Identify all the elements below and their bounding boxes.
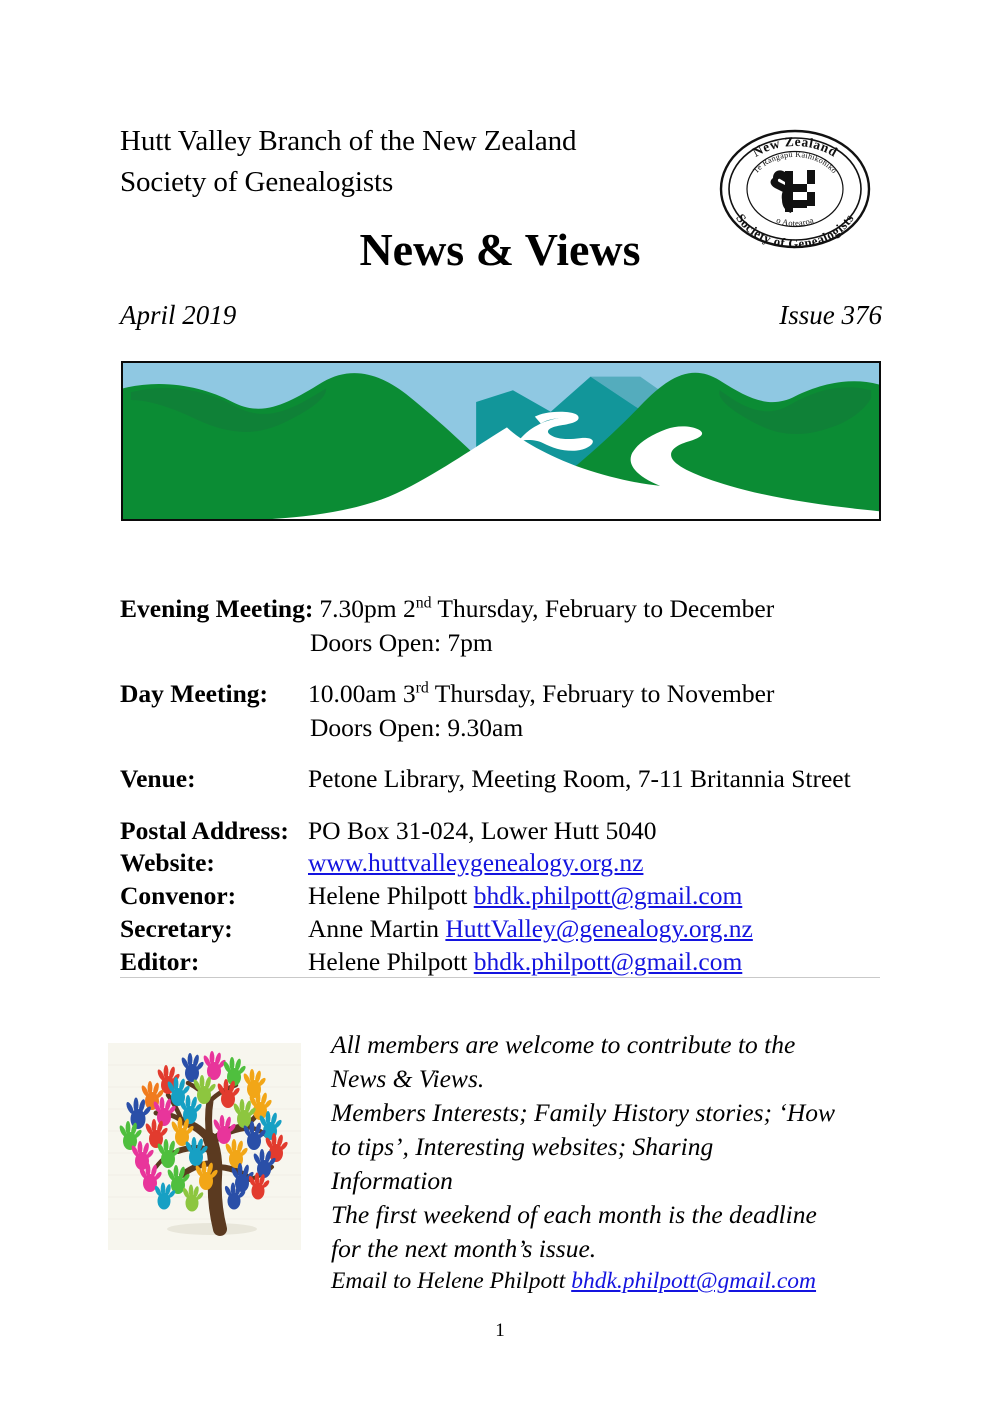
hand-print-tree-image — [108, 1043, 301, 1250]
evening-meeting-schedule: Thursday, February to December — [431, 594, 775, 623]
evening-doors-open: Doors Open: 7pm — [310, 627, 493, 657]
page-number: 1 — [495, 1320, 505, 1341]
valley-river-banner-image — [121, 361, 881, 521]
postal-address-row — [120, 815, 910, 848]
convenor-name: Helene Philpott — [308, 881, 474, 911]
venue-block — [120, 762, 910, 796]
day-meeting-label: Day Meeting: — [120, 678, 268, 708]
convenor-row — [120, 880, 910, 913]
newsletter-title: News & Views — [359, 224, 641, 275]
day-meeting-row — [120, 677, 910, 711]
convenor-email-link[interactable]: bhdk.philpott@gmail.com — [473, 881, 743, 911]
convenor-value — [308, 880, 742, 913]
website-link[interactable]: www.huttvalleygenealogy.org.nz — [308, 848, 644, 878]
postal-address-label: Postal Address: — [120, 815, 289, 845]
venue-value: Petone Library, Meeting Room, 7-11 Britannia Street — [308, 763, 851, 793]
contribution-line-7: for the next month’s issue. — [331, 1234, 597, 1264]
section-divider — [120, 977, 880, 978]
secretary-email-link[interactable]: HuttValley@genealogy.org.nz — [445, 914, 753, 944]
day-meeting-value — [308, 677, 774, 711]
issue-row — [120, 300, 882, 331]
evening-meeting-block — [120, 592, 910, 660]
evening-doors-row — [120, 626, 910, 660]
day-meeting-schedule: Thursday, February to November — [428, 678, 775, 708]
contribution-note — [331, 1028, 879, 1298]
contribution-line-2: News & Views. — [331, 1064, 485, 1094]
editor-name: Helene Philpott — [308, 947, 474, 977]
evening-meeting-label: Evening Meeting: — [120, 594, 314, 623]
contribution-line-3: Members Interests; Family History stories; ‘How — [331, 1098, 836, 1128]
issue-number: Issue 376 — [779, 300, 882, 330]
svg-text:Te Rangapū Kaihikohiko: Te Rangapū Kaihikohiko — [751, 149, 839, 176]
secretary-label: Secretary: — [120, 914, 233, 944]
organisation-line-1: Hutt Valley Branch of the New Zealand — [120, 125, 577, 157]
secretary-name: Anne Martin — [308, 914, 446, 944]
website-label: Website: — [120, 848, 215, 878]
contribution-line-6: The first weekend of each month is the deadline — [331, 1200, 817, 1230]
svg-text:o Aotearoa: o Aotearoa — [775, 214, 815, 229]
day-meeting-block — [120, 677, 910, 745]
evening-meeting-ordinal: nd — [415, 594, 432, 612]
evening-meeting-row — [120, 592, 910, 626]
secretary-value — [308, 913, 753, 946]
evening-meeting-time: 7.30pm 2 — [319, 594, 416, 623]
day-meeting-time: 10.00am 3 — [308, 678, 416, 708]
secretary-row — [120, 913, 910, 946]
website-row — [120, 847, 910, 880]
meeting-details — [120, 592, 910, 979]
contribution-line-4: to tips’, Interesting websites; Sharing — [331, 1132, 714, 1162]
editor-email-link[interactable]: bhdk.philpott@gmail.com — [473, 947, 743, 977]
contribution-line-1: All members are welcome to contribute to the — [331, 1030, 796, 1059]
svg-text:Society of Genealogists: Society of Genealogists — [733, 210, 857, 252]
venue-label: Venue: — [120, 763, 196, 793]
evening-meeting-value — [319, 592, 774, 626]
convenor-label: Convenor: — [120, 881, 237, 911]
svg-text:New Zealand: New Zealand — [749, 133, 841, 160]
day-doors-row — [120, 711, 910, 745]
venue-row — [120, 762, 910, 796]
organisation-line-2: Society of Genealogists — [120, 166, 394, 199]
editor-value — [308, 946, 742, 979]
contact-block — [120, 815, 910, 979]
postal-address-value: PO Box 31-024, Lower Hutt 5040 — [308, 815, 657, 845]
contribution-email-link[interactable]: bhdk.philpott@gmail.com — [571, 1268, 817, 1295]
issue-date: April 2019 — [120, 300, 237, 330]
contribution-email-prefix: Email to Helene Philpott — [331, 1268, 572, 1295]
editor-label: Editor: — [120, 947, 200, 977]
organisation-name — [120, 121, 680, 204]
day-meeting-ordinal: rd — [415, 679, 429, 697]
contribution-email-line — [331, 1266, 879, 1297]
editor-row — [120, 946, 910, 979]
day-doors-open: Doors Open: 9.30am — [310, 712, 524, 742]
contribution-line-5: Information — [331, 1166, 453, 1196]
